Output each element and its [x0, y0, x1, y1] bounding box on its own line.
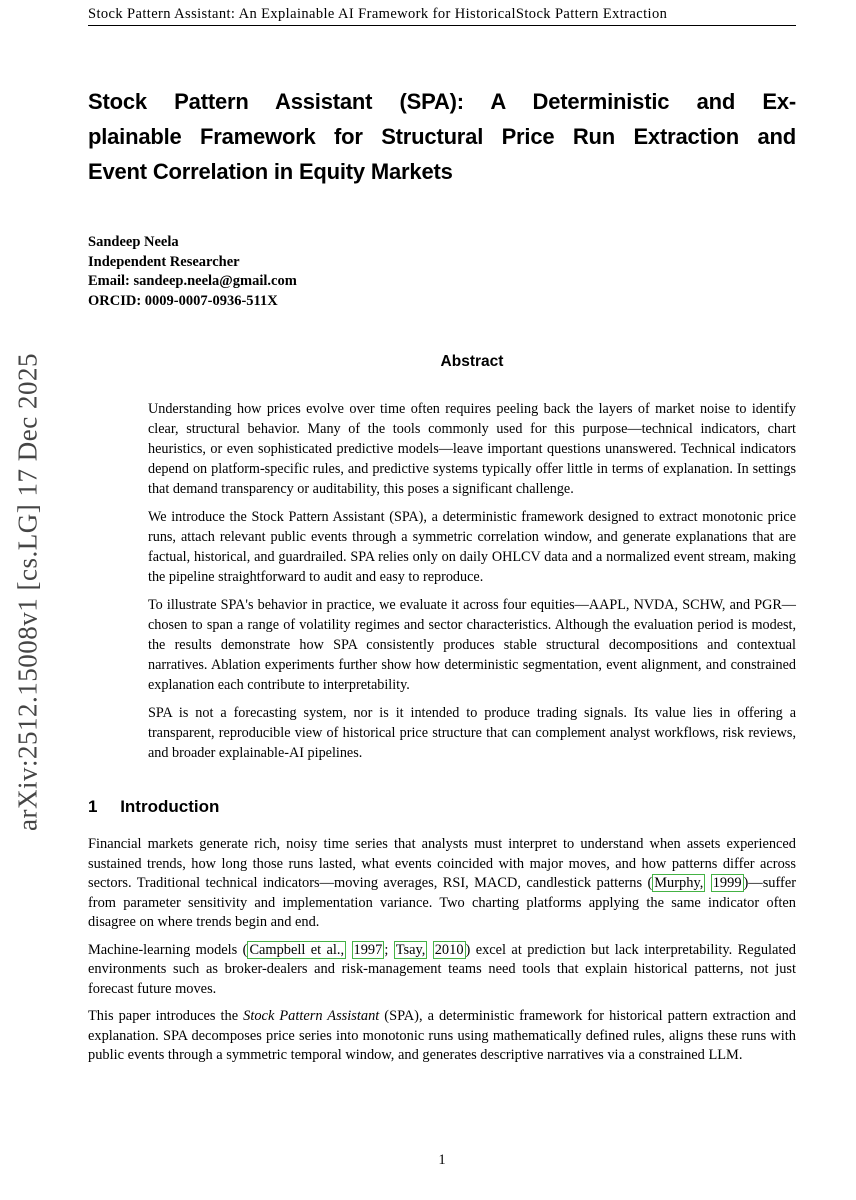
- author-affiliation: Independent Researcher: [88, 253, 240, 270]
- author-block: [88, 233, 796, 311]
- page-number: 1: [438, 1152, 446, 1168]
- body-paragraph: [88, 1007, 796, 1066]
- text-segment: This paper introduces the: [88, 1008, 244, 1024]
- section-number: 1: [88, 797, 98, 816]
- section-title: Introduction: [120, 797, 220, 816]
- abstract-heading: Abstract: [440, 353, 504, 370]
- title-line: Stock Pattern Assistant (SPA): A Deterministic and Ex-: [88, 89, 796, 114]
- paper-title: [88, 84, 796, 189]
- citation-link[interactable]: Campbell et al.,: [249, 941, 345, 958]
- text-segment: Financial markets generate rich, noisy time series that analysts must interpret to understand when assets experienced sustained trends, how long those runs lasted, what events coincided with major moves, and how patterns differ across sectors. Traditional technical indicators—moving averages, RSI, MACD, candlestick patterns (: [88, 836, 796, 891]
- citation-link[interactable]: 1999: [712, 875, 742, 891]
- abstract-paragraph: SPA is not a forecasting system, nor is it intended to produce trading signals. Its value lies in offering a transparent, reproducible view of historical price structure that can complement analyst workflows, risk reviews, and broader explainable-AI pipelines.: [148, 705, 796, 761]
- abstract-paragraph: To illustrate SPA's behavior in practice, we evaluate it across four equities—AAPL, NVDA, SCHW, and PGR—chosen to span a range of volatility regimes and sector characteristics. Although the evaluation period is modest, the results demonstrate how SPA consistently produces stable structural decompositions and contextual narratives. Ablation experiments further show how deterministic segmentation, event alignment, and constrained explanation each contribute to interpretability.: [148, 597, 796, 693]
- text-column: [88, 0, 796, 1074]
- citation-link[interactable]: Murphy,: [654, 875, 704, 891]
- section-heading-introduction: [88, 797, 796, 817]
- abstract-paragraph: Understanding how prices evolve over time often requires peeling back the layers of market noise to identify clear, structural behavior. Many of the tools commonly used for this purpose—technical indicators, chart heuristics, or even sophisticated predictive models—leave important questions unanswered. Technical indicators depend on platform-specific rules, and predictive systems typically offer little in terms of explanation. In settings that demand transparency or auditability, this poses a significant challenge.: [148, 401, 796, 497]
- text-segment: ;: [384, 941, 394, 958]
- text-segment: Stock Pattern Assistant: [243, 1008, 380, 1024]
- author-orcid: ORCID: 0009-0007-0936-511X: [88, 292, 278, 309]
- text-segment: (SPA), a deterministic framework for historical pattern extraction and explanation. SPA decomposes price series into monotonic runs using mathematically defined rules, aligns these runs with public events through a symmetric temporal window, and generates descriptive narratives via a constrained LLM.: [88, 1008, 796, 1063]
- abstract-paragraph: We introduce the Stock Pattern Assistant (SPA), a deterministic framework designed to extract monotonic price runs, attach relevant public events through a symmetric correlation window, and generate explanations that are factual, historical, and guardrailed. SPA relies only on daily OHLCV data and a normalized event stream, making the pipeline straightforward to audit and easy to reproduce.: [148, 509, 796, 585]
- abstract-body: [148, 399, 796, 763]
- abstract-section: [148, 353, 796, 763]
- body-paragraph: [88, 941, 796, 1000]
- text-segment: Machine-learning models (: [88, 941, 248, 958]
- citation-link[interactable]: 1997: [353, 941, 383, 958]
- body-paragraph: [88, 835, 796, 933]
- introduction-body: [88, 835, 796, 1066]
- text-segment: [705, 875, 710, 891]
- running-header: Stock Pattern Assistant: An Explainable AI Framework for HistoricalStock Pattern Extraction: [88, 6, 668, 22]
- citation-link[interactable]: Tsay,: [395, 941, 426, 958]
- citation-link[interactable]: 2010: [434, 941, 464, 958]
- text-segment: [346, 942, 351, 958]
- text-segment: ) excel at prediction but lack interpretability. Regulated environments such as broker-dealers and risk-management teams need tools that explain historical patterns, not just forecast future moves.: [88, 941, 796, 997]
- title-line: Event Correlation in Equity Markets: [88, 159, 453, 184]
- title-line: plainable Framework for Structural Price Run Extraction and: [88, 124, 796, 149]
- text-segment: [427, 942, 432, 958]
- text-segment: )—suffer from parameter sensitivity and implementation variance. Two charting platforms applying the same indicator often disagree on where trends begin and end.: [88, 875, 796, 930]
- author-name: Sandeep Neela: [88, 234, 179, 250]
- arxiv-stamp: arXiv:2512.15008v1 [cs.LG] 17 Dec 2025: [12, 353, 43, 831]
- author-email: Email: sandeep.neela@gmail.com: [88, 273, 297, 289]
